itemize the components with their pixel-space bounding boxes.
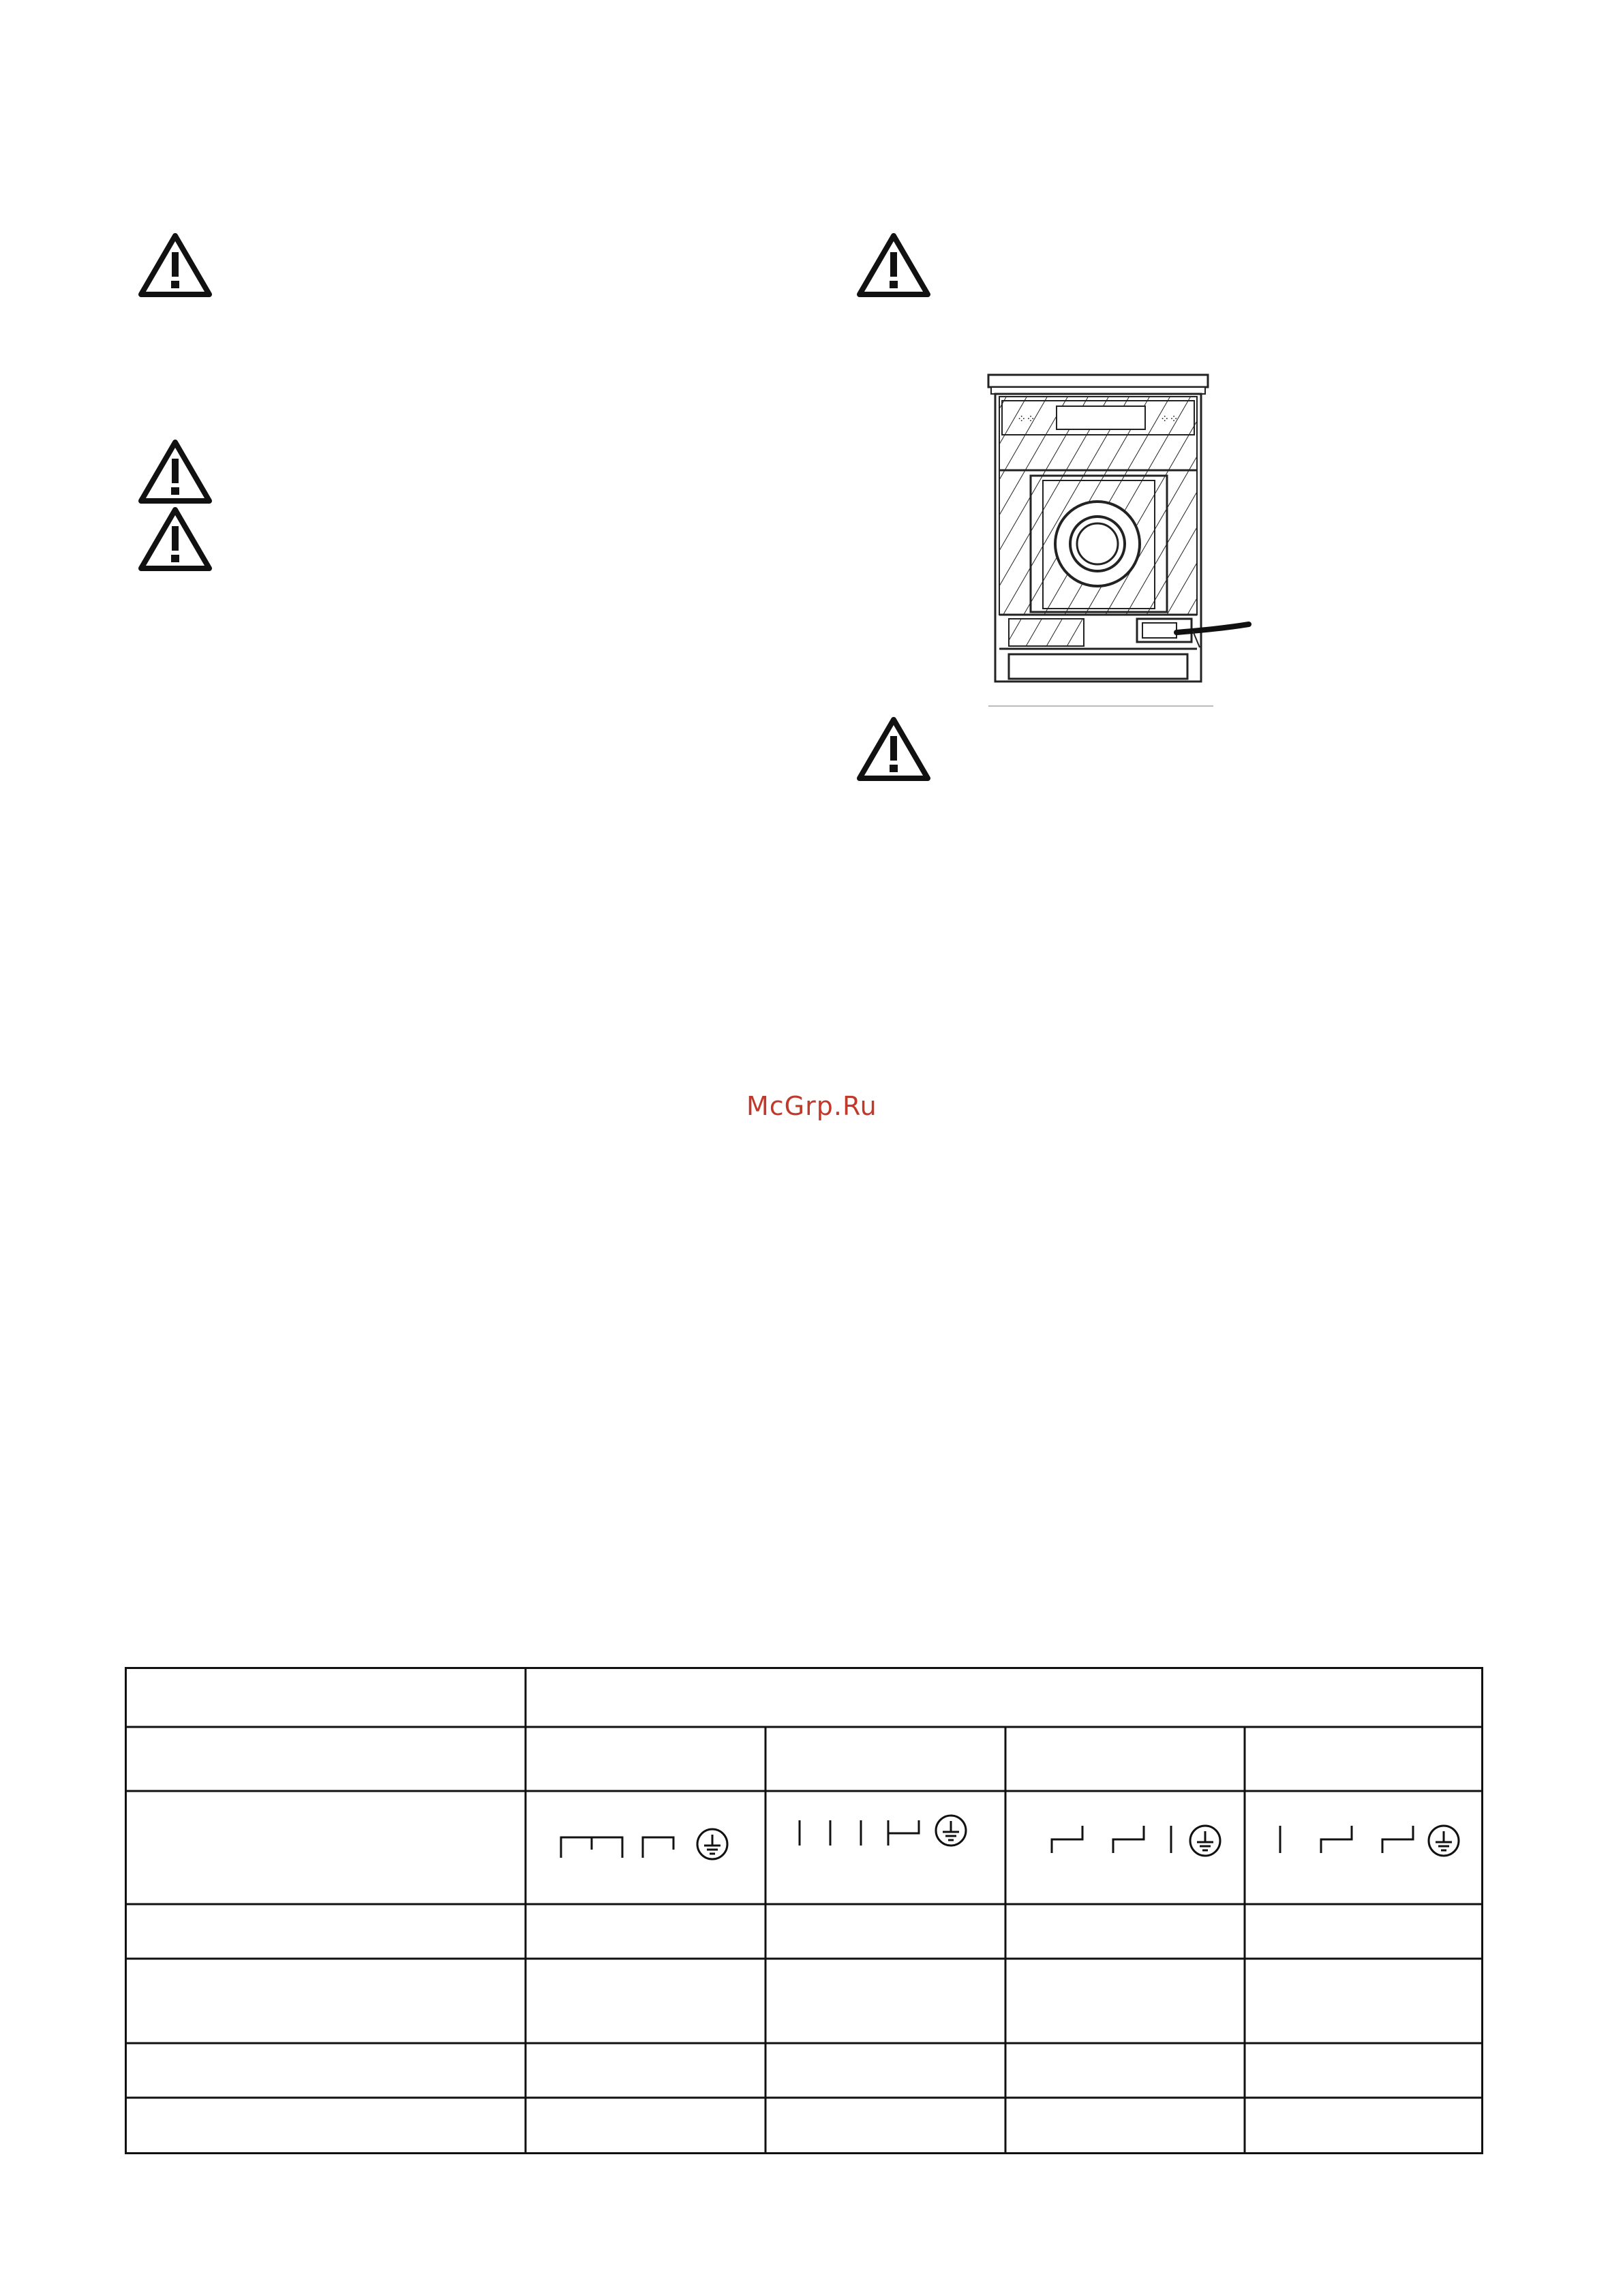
- svg-text:⁘⁘: ⁘⁘: [1017, 412, 1035, 425]
- svg-text:⁘⁘: ⁘⁘: [1160, 412, 1179, 425]
- warning-icon-2: [137, 438, 213, 505]
- earth-icon: [697, 1829, 727, 1859]
- wiring-diagram-1: [547, 1810, 752, 1865]
- warning-icon-1: [137, 232, 213, 299]
- wiring-diagram-2: [786, 1803, 990, 1858]
- warning-icon-3: [137, 506, 213, 572]
- earth-icon: [1190, 1826, 1220, 1856]
- appliance-rear-figure: [982, 368, 1254, 709]
- wiring-diagram-3: [1025, 1807, 1236, 1861]
- warning-icon-4: [855, 232, 932, 299]
- watermark-text: McGrp.Ru: [746, 1091, 877, 1121]
- earth-icon: [1429, 1826, 1459, 1856]
- warning-icon-5: [855, 716, 932, 782]
- wiring-table: [125, 1667, 1483, 2154]
- wiring-diagram-4: [1260, 1807, 1471, 1861]
- earth-icon: [936, 1816, 966, 1846]
- table-grid: [125, 1667, 1483, 2154]
